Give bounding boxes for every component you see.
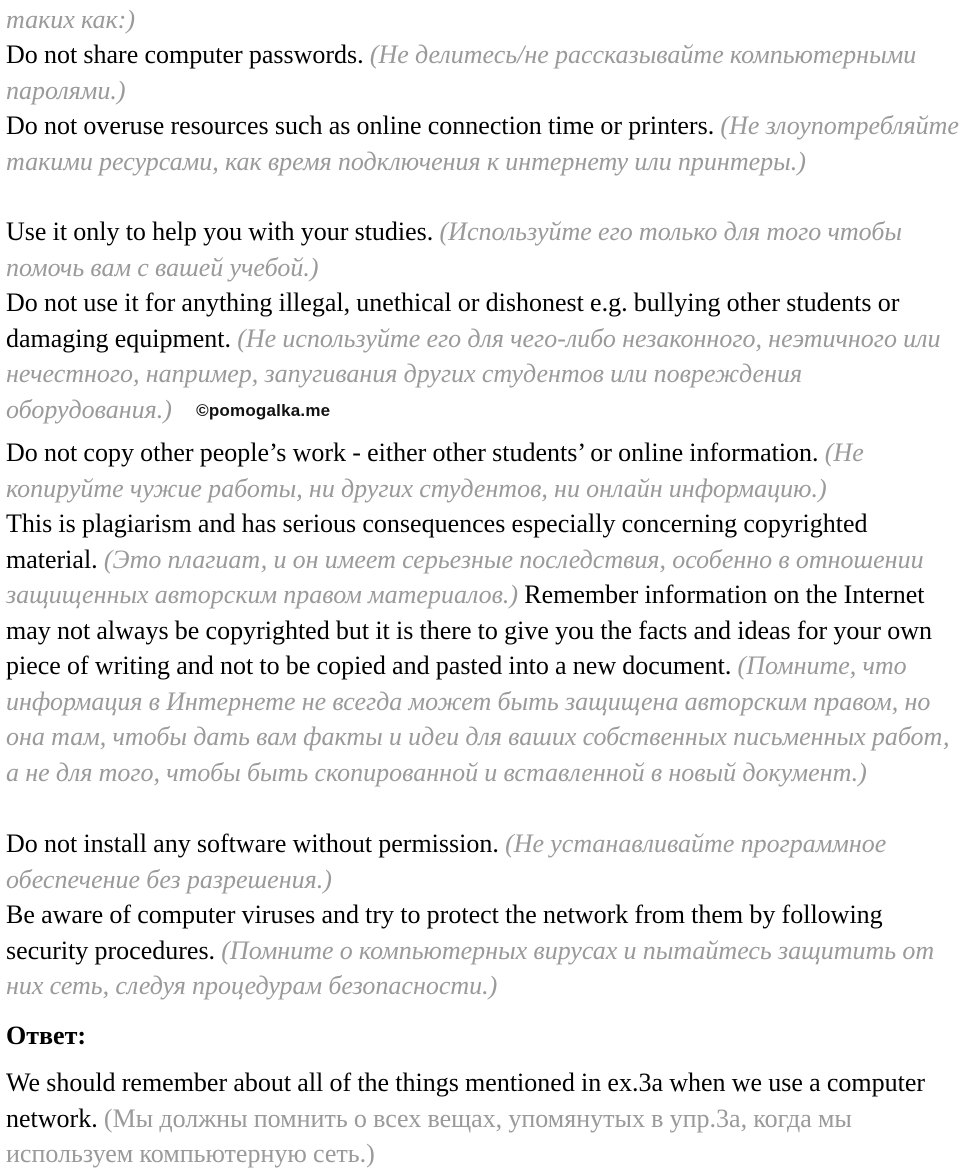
rule-text: Do not use it for anything illegal, unethical or dishonest e.g. bullying other students or damaging equipment. [6, 288, 900, 353]
rule-translation: (Не делитесь/не рассказывайте компьютерными паролями.) [6, 40, 917, 105]
rule-no-illegal-use [6, 285, 960, 428]
rule-translation: (Это плагиат, и он имеет серьезные последствия, особенно в отношении защищенных авторским правом материалов.) [6, 544, 924, 609]
answer-heading: Ответ: [6, 1021, 87, 1050]
rule-text: Do not install any software without permission. [6, 829, 499, 858]
answer-english: We should remember about all of the things mentioned in ex.3a when we use a computer network. [6, 1068, 926, 1133]
rule-translation: (Не копируйте чужие работы, ни других студентов, ни онлайн информацию.) [6, 438, 864, 503]
rule-text: Use it only to help you with your studies. [6, 217, 434, 246]
rule-overuse-resources [6, 108, 960, 179]
intro-fragment [6, 2, 960, 38]
rule-plagiarism [6, 506, 960, 790]
rule-text: Do not overuse resources such as online connection time or printers. [6, 111, 715, 140]
rule-translation: (Не злоупотребляйте такими ресурсами, как время подключения к интернету или принтеры.) [6, 111, 959, 176]
intro-translation: таких как:) [6, 5, 135, 34]
rule-translation: (Не используйте его для чего-либо незаконного, неэтичного или нечестного, например, запугивания других студентов или повреждения оборудования.) [6, 323, 941, 424]
rule-text: This is plagiarism and has serious consequences especially concerning copyrighted material. [6, 509, 868, 574]
rule-translation-continued: (Помните, что информация в Интернете не всегда может быть защищена авторским правом, но она там, чтобы дать вам факты и идеи для ваших собственных письменных работ, а не для того, чтобы быть скопированной и вставленной в новый документ.) [6, 651, 950, 787]
rule-no-copying [6, 435, 960, 506]
answer-translation: (Мы должны помнить о всех вещах, упомянутых в упр.3а, когда мы используем компьютерную сеть.) [6, 1103, 852, 1168]
rule-translation: (Не устанавливайте программное обеспечение без разрешения.) [6, 829, 887, 894]
rule-viruses [6, 897, 960, 1004]
rule-text: Be aware of computer viruses and try to protect the network from them by following security procedures. [6, 900, 883, 965]
rule-text: Do not copy other people’s work - either other students’ or online information. [6, 438, 819, 467]
rule-translation: (Используйте его только для того чтобы помочь вам с вашей учебой.) [6, 217, 903, 282]
rule-text: Do not share computer passwords. [6, 40, 364, 69]
rule-share-passwords [6, 37, 960, 108]
watermark: ©pomogalka.me [196, 400, 331, 420]
answer-text [6, 1065, 960, 1172]
rule-text-continued: Remember information on the Internet may not always be copyrighted but it is there to give you the facts and ideas for your own piece of writing and not to be copied and pasted into a new document. [6, 580, 933, 680]
rule-no-software-install [6, 826, 960, 897]
rule-studies-only [6, 214, 960, 285]
rule-translation: (Помните о компьютерных вирусах и пытайтесь защитить от них сеть, следуя процедурам безопасности.) [6, 935, 935, 1000]
